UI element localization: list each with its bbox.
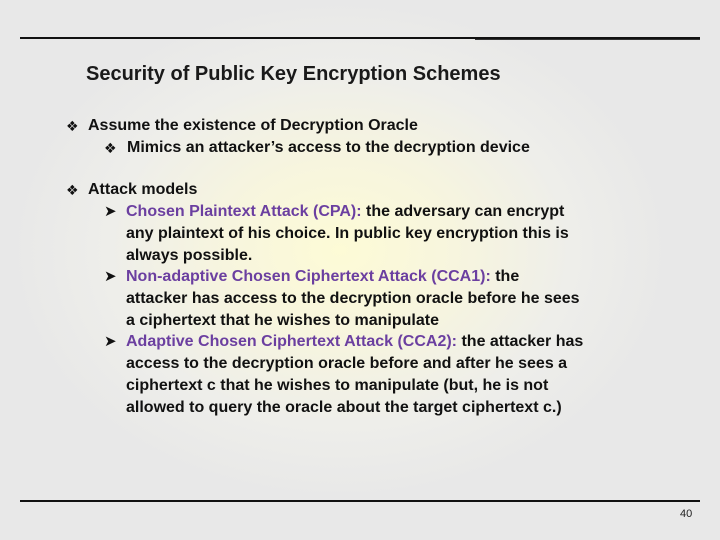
attack-desc: the adversary can encrypt xyxy=(361,203,565,220)
bullet-text: Assume the existence of Decryption Oracle xyxy=(88,117,418,134)
attack-desc-line: ciphertext c that he wishes to manipulate (but, he is not xyxy=(126,377,549,394)
attack-desc-line: any plaintext of his choice. In public key encryption this is xyxy=(126,225,569,242)
attack-desc-line: always possible. xyxy=(126,247,253,264)
diamond-bullet-icon: ❖ xyxy=(66,118,79,134)
diamond-bullet-icon: ❖ xyxy=(66,182,79,198)
attack-item-cpa xyxy=(126,201,564,223)
attack-desc: the xyxy=(490,268,520,285)
arrow-bullet-icon: ➤ xyxy=(104,268,117,285)
attack-desc-line: allowed to query the oracle about the target ciphertext c.) xyxy=(126,399,562,416)
attack-term: Chosen Plaintext Attack (CPA): xyxy=(126,203,362,220)
arrow-bullet-icon: ➤ xyxy=(104,333,117,350)
attack-desc-line: attacker has access to the decryption oracle before he sees xyxy=(126,290,580,307)
bottom-rule xyxy=(20,500,700,502)
attack-item-cca2 xyxy=(126,331,583,353)
attack-desc-line: access to the decryption oracle before and after he sees a xyxy=(126,355,568,372)
attack-term: Non-adaptive Chosen Ciphertext Attack (CCA1): xyxy=(126,268,491,285)
slide-title: Security of Public Key Encryption Schemes xyxy=(86,63,501,85)
attack-desc: the attacker has xyxy=(457,333,584,350)
sub-bullet-text: Mimics an attacker’s access to the decryption device xyxy=(127,139,530,156)
page-number: 40 xyxy=(680,508,693,520)
attack-item-cca1 xyxy=(126,266,519,288)
attack-desc-line: a ciphertext that he wishes to manipulate xyxy=(126,312,439,329)
attack-term: Adaptive Chosen Ciphertext Attack (CCA2): xyxy=(126,333,458,350)
bullet-text: Attack models xyxy=(88,181,198,198)
arrow-bullet-icon: ➤ xyxy=(104,203,117,220)
diamond-bullet-icon: ❖ xyxy=(104,140,117,156)
